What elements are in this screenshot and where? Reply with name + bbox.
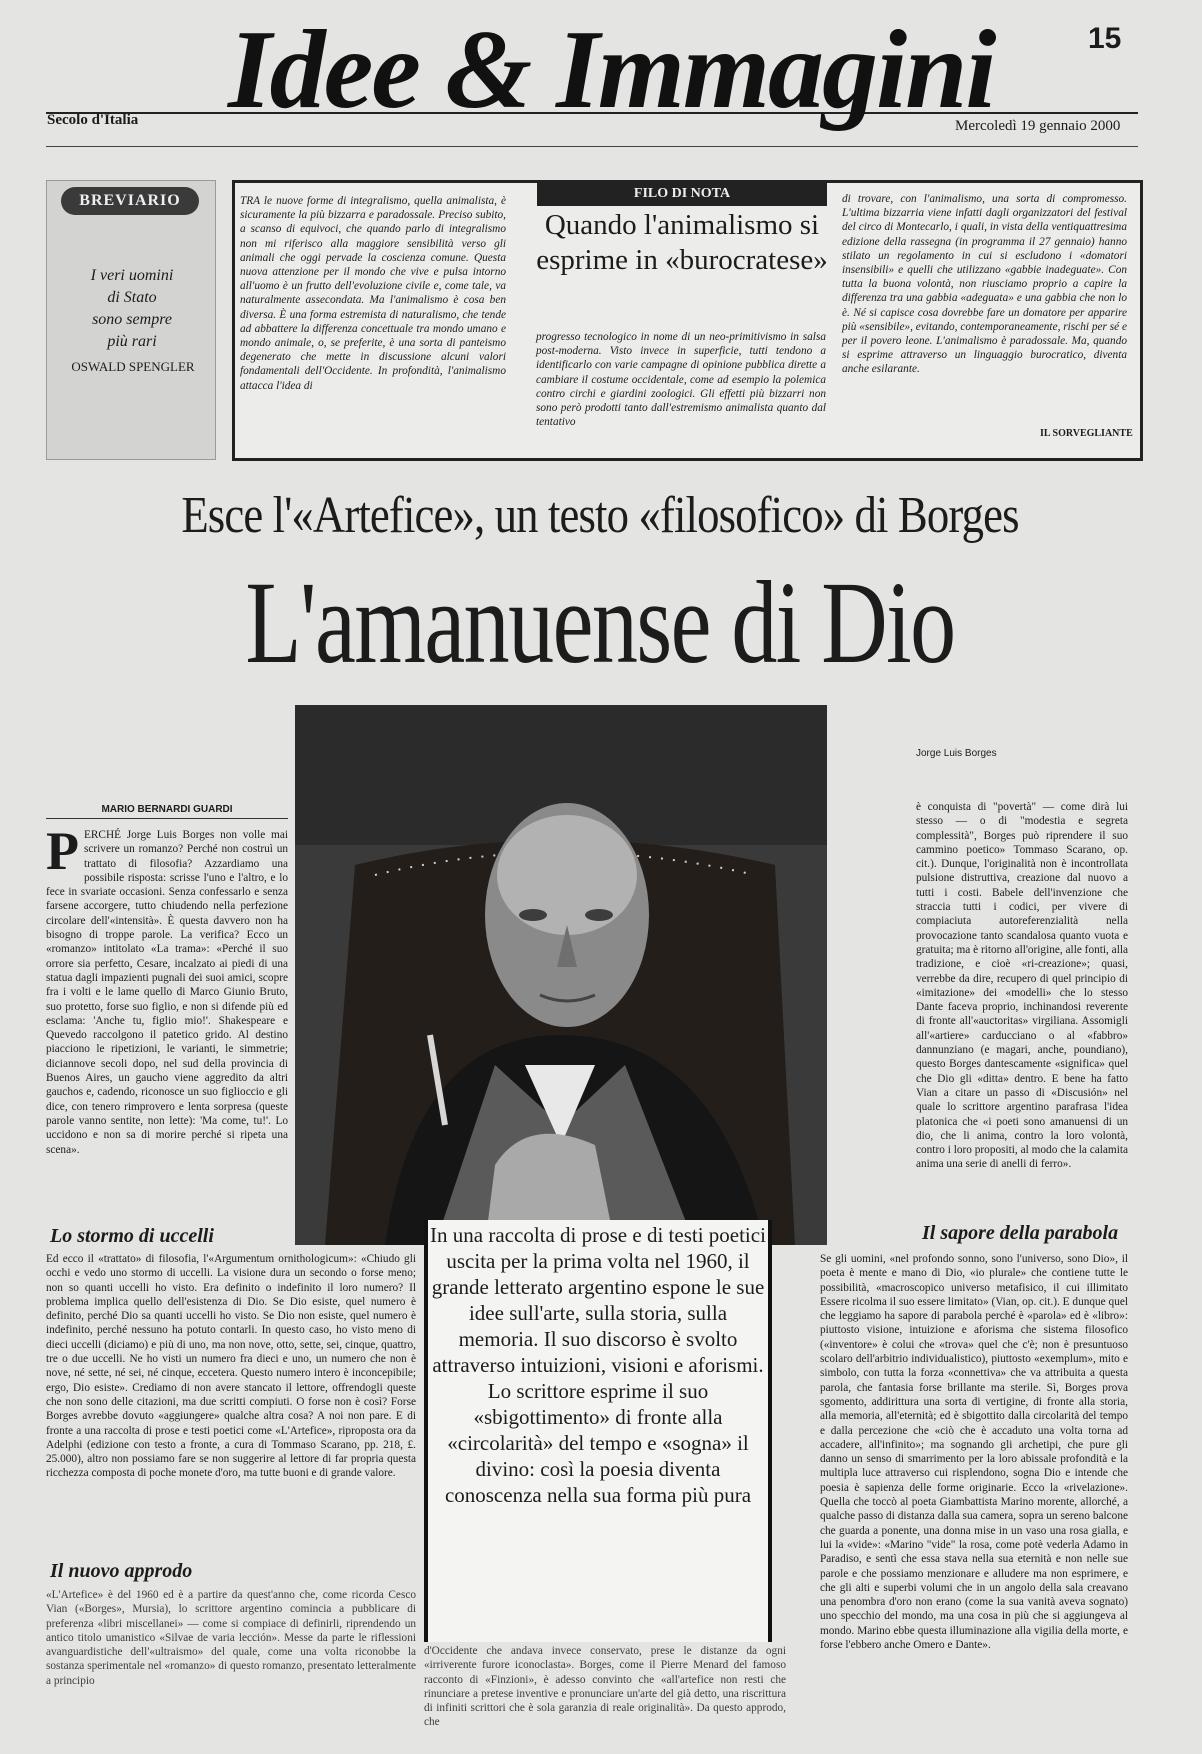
filo-di-nota-badge: FILO DI NOTA bbox=[537, 182, 827, 206]
breviario-box bbox=[46, 180, 216, 460]
paper-name: Secolo d'Italia bbox=[47, 112, 139, 128]
pull-quote: In una raccolta di prose e di testi poetici uscita per la prima volta nel 1960, il grande letterato argentino espone le sue idee sull'arte, sulla storia, sulla memoria. Il suo discorso è svolto attraverso intuizioni, visioni e aforismi. Lo scrittore esprime il suo «sbigottimento» di fronte alla «circolarità» del tempo e «sogna» il divino: così la poesia diventa conoscenza nella sua forma più pura bbox=[424, 1220, 772, 1642]
byline: MARIO BERNARDI GUARDI bbox=[46, 804, 288, 819]
article-section-stormo: Ed ecco il «trattato» di filosofia, l'«Argumentum ornithologicum»: «Chiudo gli occhi e vedo uno stormo di uccelli. La visione dura un secondo o forse meno; non so quanti uccelli ho visto. Era definito o indefinito il loro numero? Il problema implica quello dell'esistenza di Dio. Se Dio esiste, quel numero è definito, perché Dio sa quanti uccelli ho visto. Se Dio non esiste, quel numero è indefinito, perché nessuno ha potuto contarli. In questo caso, ho visto meno di dieci uccelli (diciamo) e più di uno, ma non nove, otto, sette, sei, cinque, quattro, tre o due uccelli. Ne ho visti un numero fra dieci e uno, un numero che non è nove, né sette, né sei, né cinque, eccetera. Questo numero intero è inconcepibile; ergo, Dio esiste». Crediamo di non avere stancato il lettore, offrendogli queste che non sono delle citazioni, ma due scritti compiuti. O forse non è così? Forse Borges avrebbe dovuto «aggiungere» qualche altra cosa? A noi non pare. E di fronte a una raccolta di prose e testi poetici come «L'Artefice», riproposta ora da Adelphi (edizione con testo a fronte, a cura di Tommaso Scarano, pp. 218, £. 25.000), altro non possiamo fare se non suggerire al lettore di far propria questa ricchezza composta di poche monete d'oro, ma tutte buoni e di grande valore. bbox=[46, 1253, 416, 1480]
borges-portrait-photo bbox=[295, 705, 827, 1245]
masthead-rule-thin bbox=[46, 146, 1138, 147]
section-title: Idee & Immagini bbox=[228, 8, 995, 132]
filo-di-nota-col2: progresso tecnologico in nome di un neo-primitivismo in salsa post-moderna. Visto invece in superficie, tutti tendono a identificarlo con varie campagne di opinione pubblica dirette a cambiare il costume occidentale, come ad esempio la polemica contro circhi e giardini zoologici. Gli effetti più bizzarri non sono però prodotti tanto dall'estremismo animalista quanto dal tentativo bbox=[536, 331, 826, 429]
article-kicker: Esce l'«Artefice», un testo «filosofico» di Borges bbox=[181, 487, 1019, 544]
subhead-approdo: Il nuovo approdo bbox=[50, 1560, 193, 1582]
subhead-stormo: Lo stormo di uccelli bbox=[50, 1225, 214, 1247]
issue-date: Mercoledì 19 gennaio 2000 bbox=[955, 118, 1121, 134]
breviario-badge: BREVIARIO bbox=[61, 187, 199, 215]
breviario-quote: I veri uomini di Stato sono sempre più rari bbox=[90, 267, 174, 350]
dropcap: P bbox=[46, 821, 79, 881]
page-number: 15 bbox=[1088, 22, 1122, 55]
filo-di-nota-col1: TRA le nuove forme di integralismo, quella animalista, è sicuramente la più bizzarra e paradossale. Preciso subito, a scanso di equivoci, che quando parlo di integralismo non mi riferisco alla maggiore sensibilità verso gli animali che oggi pervade la coscienza comune. Questa nuova attenzione per il mondo che vive e pulsa intorno all'uomo è un frutto dell'evoluzione civile e, come tale, va naturalmente assecondata. Ma l'animalismo è cosa ben diversa. È una forma estremista di naturalismo, che tende ad abbattere la differenza concettuale tra mondo umano e mondo animale, o, se preferite, è una sorta di panteismo degenerato che mette in discussione alcuni valori fondamentali dell'Occidente. In profondità, l'animalismo attacca l'idea di bbox=[240, 195, 506, 392]
article-section-parabola: Se gli uomini, «nel profondo sonno, sono l'universo, sono Dio», il poeta è mente e mano di Dio, «io plurale» che contiene tutte le possibilità, «macroscopico universo metafisico, il cui illimitato Essere ricolma il suo essere limitato» (Vian, op. cit.). E dunque quel che leggiamo ha sapore di parabola perché è «parola» ed è «libro»: piuttosto visione, intuizione e aforisma che sistema filosofico («inventore» è colui che «trova» quel che c'è; non è presuntuoso scolaro dell'arbitrio individualistico), piuttosto «exemplum», mito e simbolo, con tutta la forza «connettiva» che va attribuita a questa parola, che fantasia forse brillante ma sterile. Sì, Borges prova sgomento, addirittura una sorta di vertigine, di fronte alla storia, alla memoria, all'eternità; ed è sbigottito dalla circolarità del tempo e dalla percezione che «ciò che è accaduto una volta torna ad accadere, all'infinito»; ma sognando gli archetipi, che pure gli danno un senso di smarrimento per la loro abissale profondità e la multipla luce attraverso cui risplendono, sogna Dio e intende che poesia è sapienza delle forme originarie. Ecco la «rivelazione». Quella che toccò al poeta Giambattista Marino morente, allorché, a qualche passo di distanza dalla sua camera, sopra un sereno balcone che guarda a ponente, una donna mise in un vaso una rosa gialla, e lui la «vide»: «Marino "vide" la rosa, come potè vederla Adamo in Paradiso, e sentì che essa stava nella sua eternità e non nelle sue parole e che possiamo menzionare e alludere ma non esprimere, e che gli alti e superbi volumi che in un angolo della sala creavano una penombra d'oro non erano (come la sua vanità aveva sognato) uno specchio del mondo, ma una cosa in più che si aggiungeva al mondo. Marino ebbe questa illuminazione alla vigilia della morte, e forse l'ebbero anche Omero e Dante». bbox=[820, 1253, 1128, 1652]
article-headline: L'amanuense di Dio bbox=[245, 557, 955, 688]
article-right-intro: è conquista di "povertà" — come dirà lui stesso — o di "modestia e segreta complessità", Borges può riprendere il suo cammino poetico» Tommaso Scarano, op. cit.). Dunque, l'originalità non è incontrollata pulsione distruttiva, creazione dal nuovo a tutti i costi. Babele dell'invenzione che straccia tutti i codici, per vivere di compiaciuta autoreferenzialità nella provocazione tanto scandalosa quanto vuota e gratuita; ma è ritorno all'origine, alle fonti, alla tradizione, e cioè «ri-creazione»; quasi, verrebbe da dire, recupero di quel principio di «imitazione» dei «modelli» che lo stesso Dante faceva proprio, inchinandosi reverente di fronte all'«auctoritas» virgiliana. Assomigli all'«artiere» carducciano o al «fabbro» dannunziano (e magari, anche, poundiano), questo Borges dantescamente «significa» quel che Dio gli «ditta» dentro. E bene ha fatto Vian a citare un passo di «Discusión» nel quale lo scrittore argentino parafrasa l'idea platonica che «i poeti sono amanuensi di un dio, che li anima, contro la loro volontà, contro i loro propositi, al modo che la calamita anima una serie di anelli di ferro». bbox=[916, 801, 1128, 1171]
photo-caption: Jorge Luis Borges bbox=[916, 748, 997, 759]
article-center-bottom: d'Occidente che andava invece conservato, prese le distanze da ogni «irriverente furore iconoclasta». Borges, come il Pierre Menard del famoso racconto di «Finzioni», è adesso convinto che «all'artefice non resti che rinunciare a pretese inventive e pronunciare un'arte del già detto, una riscrittura di infiniti scrittori che è sola garanzia di reale originalità». Da questo approdo, che bbox=[424, 1645, 786, 1729]
article-left-intro bbox=[46, 821, 288, 1156]
filo-di-nota-headline: Quando l'animalismo si esprime in «burocratese» bbox=[536, 209, 828, 276]
article-section-approdo: «L'Artefice» è del 1960 ed è a partire da quest'anno che, come ricorda Cesco Vian («Borges», Mursia), lo scrittore argentino comincia a pubblicare di preferenza «libri miscellanei» — come si compiace di definirli, riprendendo un antico titolo umanistico «Silvae de varia lección». Messe da parte le riflessioni avanguardistiche dell'«ultraismo» del quale, come una volta riconobbe la sostanza sperimentale nel «romanzo» di questo romanzo, presentato letteralmente a principio bbox=[46, 1589, 416, 1687]
breviario-author: OSWALD SPENGLER bbox=[71, 359, 195, 374]
filo-di-nota-col3: di trovare, con l'animalismo, una sorta di compromesso. L'ultima bizzarria viene infatti dagli organizzatori del festival del circo di Montecarlo, i quali, in vista della ventiquattresima edizione della rassegna (in programma il 27 gennaio) hanno stilato un regolamento in cui si escludono i «domatori insensibili» e quelli che utilizzano «gabbie inadeguate». Con tutta la buona volontà, non riusciamo proprio a capire la differenza tra una gabbia «adeguata» e una gabbia che non lo è. Né si capisce cosa dovrebbe fare un domatore per apparire più «sensibile», evitando, contemporaneamente, rischi per sé e per il povero leone. L'animalismo è paradossale. Ma, quando si esprime attraverso un linguaggio burocratico, diventa anche esilarante. bbox=[842, 193, 1127, 376]
left-intro-text: ERCHÉ Jorge Luis Borges non volle mai scrivere un romanzo? Perché non costruì un trattato di filosofia? Azzardiamo una possibile risposta: scrisse l'uno e l'altro, e lo fece in svariate occasioni. Senza confessarlo e senza farsene accorgere, tutto chiudendo nella perfezione circolare dell'«intensità». È questa davvero non ha bisogno di troppe parole. La verifica? Ecco un «romanzo» intitolato «La trama»: «Perché il suo orrore sia perfetto, Cesare, incalzato ai piedi di una statua dagli impazienti pugnali dei suoi amici, scopre fra i volti e le lame quello di Marco Giunio Bruto, suo protetto, forse suo figlio, e non si difende più ed esclama: 'Anche tu, figlio mio!'. Shakespeare e Quevedo raccolgono il patetico grido. Al destino piacciono le ripetizioni, le varianti, le simmetrie; diciannove secoli dopo, nel sud della provincia di Buenos Aires, un gaucho viene aggredito da altri gauchos e, cadendo, riconosce un suo figlioccio e gli dice, con tenero rimprovero e lenta sorpresa (queste parole vanno sentite, non lette): 'Ma come, tu!'. Lo uccidono e non sa di morire perché si ripeta una scena». bbox=[46, 829, 288, 1156]
filo-di-nota-signature: IL SORVEGLIANTE bbox=[1040, 428, 1133, 439]
subhead-parabola: Il sapore della parabola bbox=[922, 1222, 1119, 1244]
